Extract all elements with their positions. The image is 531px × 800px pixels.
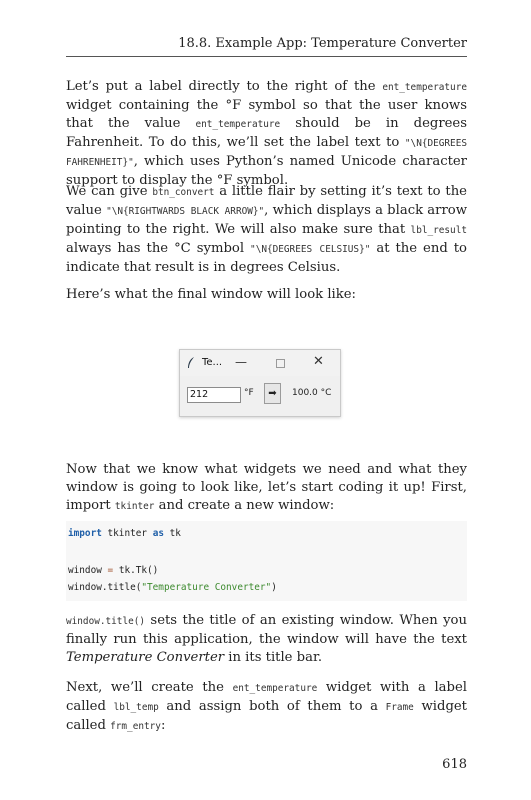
- inline-code: frm_entry: [110, 721, 161, 732]
- window-screenshot: [179, 349, 341, 417]
- italic-text: Temperature Converter: [66, 650, 225, 665]
- code-text: tkinter: [101, 528, 153, 539]
- paragraph-text: , which displays a black arrow pointing to the right. We will also make sure that: [66, 203, 467, 237]
- result-label: 100.0 °C: [292, 388, 332, 398]
- paragraph-text: and create a new window:: [154, 498, 335, 513]
- window-title: Te...: [202, 357, 223, 368]
- inline-code: tkinter: [114, 501, 155, 512]
- inline-code: ent_temperature: [195, 119, 281, 130]
- paragraph-text: Next, we’ll create the: [66, 680, 233, 695]
- fahrenheit-label: °F: [244, 388, 254, 398]
- code-line-title: [68, 582, 277, 593]
- code-string: "Temperature Converter": [141, 582, 272, 593]
- paragraph-final-window: [66, 286, 467, 304]
- maximize-icon: [276, 359, 285, 368]
- inline-code: "\N{DEGREES FAHRENHEIT}": [66, 138, 467, 168]
- inline-code: ent_temperature: [232, 683, 318, 694]
- code-keyword: as: [152, 528, 164, 539]
- running-header: 18.8. Example App: Temperature Converter: [178, 36, 467, 51]
- inline-code: Frame: [385, 702, 414, 713]
- paragraph-text: widget with a label called: [66, 680, 467, 714]
- paragraph-text: always has the °C symbol: [66, 241, 251, 256]
- paragraph-convert-button: [66, 183, 467, 277]
- code-keyword: import: [68, 528, 102, 539]
- paragraph-text: Let’s put a label directly to the right of the: [66, 79, 383, 94]
- window-body: [180, 376, 340, 416]
- inline-code: window.title(): [66, 616, 146, 627]
- code-text: window.title(: [68, 582, 142, 593]
- code-text: window: [68, 565, 108, 576]
- inline-code: btn_convert: [152, 187, 215, 198]
- inline-code: lbl_result: [410, 225, 467, 236]
- temperature-entry: 212: [187, 387, 241, 403]
- paragraph-text: Here’s what the final window will look like:: [66, 287, 356, 302]
- paragraph-start-coding: [66, 461, 467, 516]
- code-text: tk.Tk(): [113, 565, 159, 576]
- page-number: 618: [442, 757, 467, 772]
- inline-code: "\N{DEGREES CELSIUS}": [250, 244, 371, 255]
- paragraph-text: and assign both of them to a: [158, 699, 386, 714]
- paragraph-text: widget containing the °F symbol so that the user knows that the value: [66, 98, 467, 131]
- paragraph-label-fahrenheit: [66, 78, 467, 190]
- paragraph-text: sets the title of an existing window. When you finally run this application, the window will have the text: [66, 613, 467, 647]
- header-rule: [66, 56, 467, 57]
- paragraph-text: We can give: [66, 184, 153, 199]
- feather-icon: [187, 357, 195, 369]
- window-titlebar: [180, 350, 340, 376]
- close-icon: ✕: [313, 354, 324, 369]
- paragraph-text: Now that we know what widgets we need and what they window is going to look like, let’s start coding it up! First, import: [66, 462, 467, 513]
- paragraph-text: widget called: [66, 699, 467, 733]
- paragraph-window-title: [66, 612, 467, 667]
- paragraph-text: at the end to indicate that result is in degrees Celsius.: [66, 241, 467, 275]
- inline-code: lbl_temp: [113, 702, 159, 713]
- paragraph-text: :: [160, 718, 166, 733]
- code-line-window: [68, 565, 158, 576]
- paragraph-text: in its title bar.: [224, 650, 323, 665]
- convert-button: ➡: [264, 383, 281, 404]
- code-text: tk: [163, 528, 181, 539]
- inline-code: "\N{RIGHTWARDS BLACK ARROW}": [106, 206, 265, 217]
- code-operator: =: [107, 565, 114, 576]
- code-text: ): [271, 582, 277, 593]
- paragraph-text: , which uses Python’s named Unicode character support to display the °F symbol.: [66, 154, 467, 188]
- paragraph-next-step: [66, 679, 467, 736]
- code-line-import: [68, 528, 181, 539]
- minimize-icon: —: [235, 355, 247, 369]
- inline-code: ent_temperature: [382, 82, 467, 93]
- paragraph-text: should be in degrees Fahrenheit. To do this, we’ll set the label text to: [66, 116, 467, 150]
- paragraph-text: a little flair by setting it’s text to the value: [66, 184, 467, 218]
